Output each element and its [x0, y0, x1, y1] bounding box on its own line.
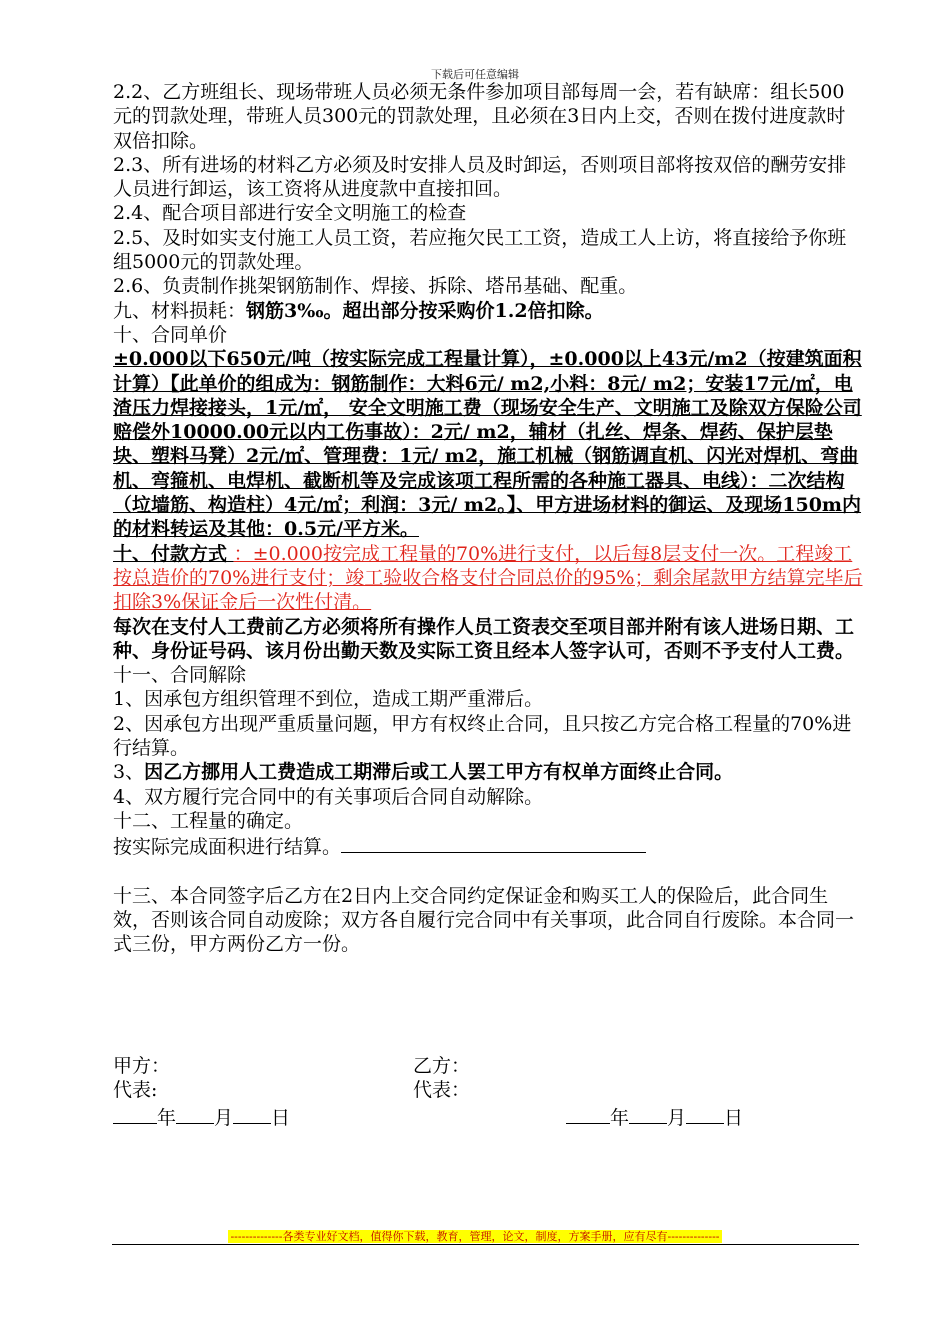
footer-text: --------------各类专业好文档，值得你下载，教育，管理，论文，制度，方案手册，应有尽有-------------- [230, 1230, 720, 1243]
clause-9-title: 九、材料损耗： [113, 299, 247, 322]
party-a-rep-label: 代表: [113, 1079, 158, 1101]
party-b-label: 乙方： [413, 1055, 471, 1077]
party-a-date: 年 月 日 [113, 1104, 290, 1130]
clause-13: 十三、本合同签字后乙方在2日内上交合同约定保证金和购买工人的保险后，此合同生效，否则该合同自动废除；双方各自履行完合同中有关事项，此合同自行废除。本合同一式三份，甲方两份乙方一份。 [113, 884, 855, 956]
page-footer [0, 1228, 950, 1244]
clause-2-6: 2.6、负责制作挑架钢筋制作、焊接、拆除、塔吊基础、配重。 [113, 275, 638, 298]
clause-11-title: 十一、合同解除 [113, 664, 247, 687]
party-b-rep-label: 代表： [413, 1079, 471, 1101]
labor-payment-note: 每次在支付人工费前乙方必须将所有操作人员工资表交至项目部并附有该人进场日期、工种、身份证号码、该月份出勤天数及实际工资且经本人签字认可，否则不予支付人工费。 [113, 615, 855, 662]
contract-body [113, 80, 863, 956]
payment-method [113, 542, 863, 615]
fill-line [341, 833, 646, 853]
payment-method-text: ：±0.000按完成工程量的70%进行支付，以后每8层支付一次。工程竣工按总造价的70%进行支付；竣工验收合格支付合同总价的95%；剩余尾款甲方结算完毕后扣除3%保证金后一次性付清。 [113, 542, 863, 614]
clause-10-title: 十、合同单价 [113, 323, 228, 346]
quantity-method: 按实际完成面积进行结算。 [113, 833, 863, 859]
clause-9-text: 钢筋3‰。超出部分按采购价1.2倍扣除。 [246, 299, 604, 322]
termination-2: 2、因承包方出现严重质量问题，甲方有权终止合同，且只按乙方完合格工程量的70%进行结算。 [113, 712, 852, 760]
termination-4: 4、双方履行完合同中的有关事项后合同自动解除。 [113, 785, 544, 808]
clause-2-4: 2.4、配合项目部进行安全文明施工的检查 [113, 202, 467, 225]
termination-3-text: 因乙方挪用人工费造成工期滞后或工人罢工甲方有权单方面终止合同。 [144, 761, 734, 784]
clause-2-5: 2.5、及时如实支付施工人员工资，若应拖欠民工工资，造成工人上访，将直接给予你班组5000元的罚款处理。 [113, 226, 847, 274]
clause-9 [113, 299, 863, 323]
termination-1: 1、因承包方组织管理不到位，造成工期严重滞后。 [113, 688, 544, 711]
clause-2-3: 2.3、所有进场的材料乙方必须及时安排人员及时卸运，否则项目部将按双倍的酬劳安排人员进行卸运，该工资将从进度款中直接扣回。 [113, 153, 847, 201]
payment-method-title: 十、付款方式 [113, 542, 234, 565]
page-header: 下载后可任意编辑 [431, 68, 519, 81]
clause-12-title: 十二、工程量的确定。 [113, 809, 304, 832]
unit-price-text: ±0.000以下650元/吨（按实际完成工程量计算），±0.000以上43元/m2（按建筑面积计算）【此单价的组成为：钢筋制作：大料6元/ m2,小料：8元/ m2；安装17元/㎡，电渣压力焊接接头，1元/㎡， 安全文明施工费（现场安全生产、文明施工及除双方保险公司赔偿外10000.00元以内工伤事故）：2元/ m2，辅材（扎丝、焊条、焊药、保护层垫块、塑料马凳）2元/㎡、管理费：1元/ m2，施工机械（钢筋调直机、闪光对焊机、弯曲机、弯箍机、电焊机、截断机等及完成该项工程所需的各种施工器具、电线）：二次结构（垃墙筋、构造柱）4元/㎡；利润：3元/ m2。】、甲方进场材料的御运、及现场150m内的材料转运及其他：0.5元/平方米。 [113, 348, 862, 541]
party-b-date: 年 月 日 [566, 1104, 743, 1130]
footer-rule [112, 1244, 859, 1245]
clause-2-2: 2.2、乙方班组长、现场带班人员必须无条件参加项目部每周一会，若有缺席：组长500元的罚款处理，带班人员300元的罚款处理，且必须在3日内上交，否则在拨付进度款时双倍扣除。 [113, 81, 846, 152]
party-a-label: 甲方： [113, 1055, 171, 1077]
termination-3: 3、因乙方挪用人工费造成工期滞后或工人罢工甲方有权单方面终止合同。 [113, 761, 734, 784]
